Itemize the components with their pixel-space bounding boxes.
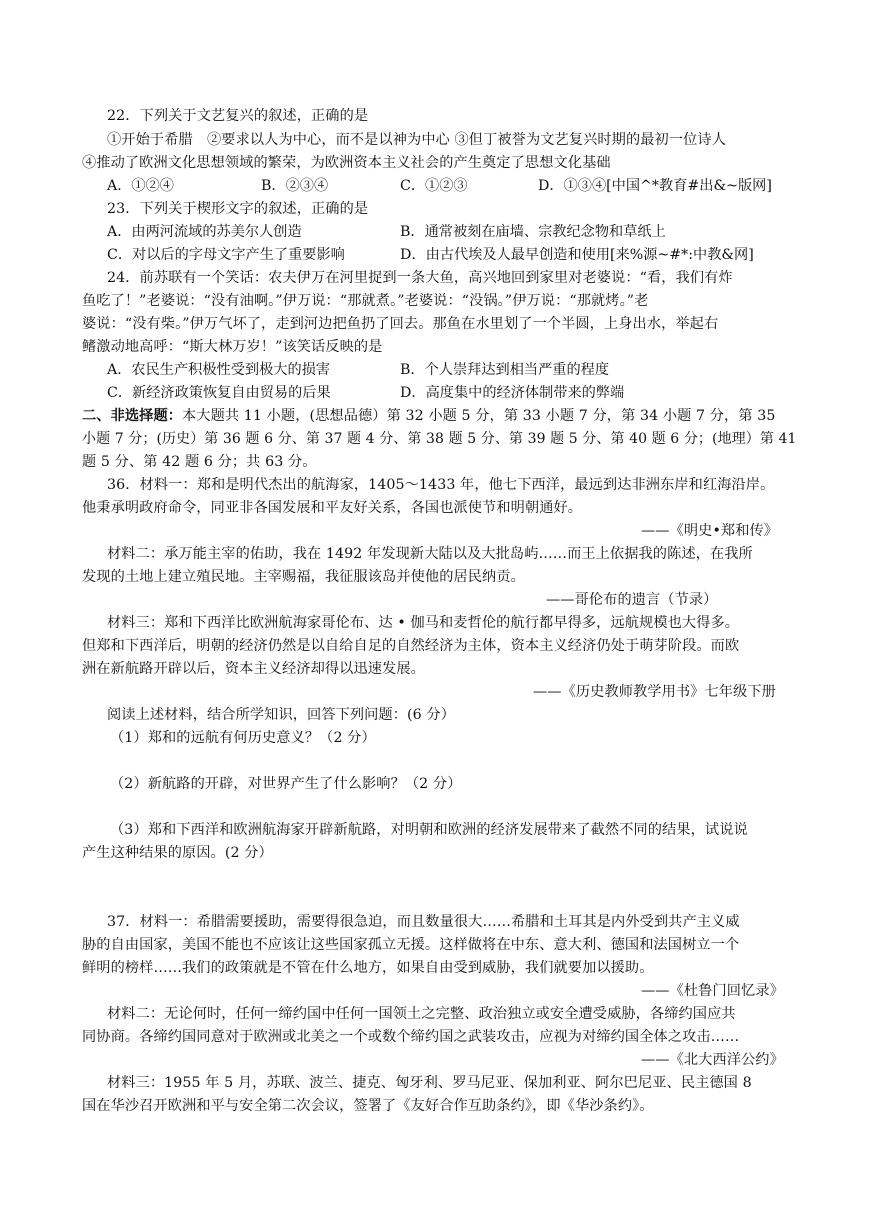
q37-material1-line: 37．材料一：希腊需要援助，需要得很急迫，而且数量很大……希腊和土耳其是内外受到共产主义威 xyxy=(107,914,740,930)
q23-option-c: C．对以后的字母文字产生了重要影响 xyxy=(107,247,345,263)
q37-material1-line: 鲜明的榜样……我们的政策就是不管在什么地方，如果自由受到威胁，我们就要加以援助。 xyxy=(82,960,654,976)
q36-material3-source: ——《历史教师教学用书》七年级下册 xyxy=(533,684,776,700)
q24-option-a: A．农民生产积极性受到极大的损害 xyxy=(107,362,331,378)
q36-material2-source: ——哥伦布的遗言（节录） xyxy=(546,592,718,608)
q22-stem: 22．下列关于文艺复兴的叙述，正确的是 xyxy=(107,108,369,124)
q36-material1-line: 他秉承明政府命令，同亚非各国发展和平友好关系，各国也派使节和明朝通好。 xyxy=(82,500,583,516)
q37-material2-line: 材料二：无论何时，任何一缔约国中任何一国领土之完整、政治独立或安全遭受威胁，各缔约国应共 xyxy=(107,1006,736,1022)
q37-material3-line: 材料三：1955 年 5 月，苏联、波兰、捷克、匈牙利、罗马尼亚、保加利亚、阿尔巴尼亚、民主德国 8 xyxy=(107,1075,752,1091)
q36-material3-line: 材料三：郑和下西洋比欧洲航海家哥伦布、达 • 伽马和麦哲伦的航行都早得多，远航规模也大得多。 xyxy=(107,615,740,631)
q22-option-c: C．①②③ xyxy=(400,178,468,194)
q22-statement-line: ①开始于希腊 ②要求以人为中心，而不是以神为中心 ③但丁被誉为文艺复兴时期的最初一位诗人 xyxy=(107,132,726,148)
q36-material2-line: 材料二：承万能主宰的佑助，我在 1492 年发现新大陆以及大批岛屿……而王上依据我的陈述，在我所 xyxy=(107,546,753,562)
q24-stem-line: 婆说：“没有柴。”伊万气坏了，走到河边把鱼扔了回去。那鱼在水里划了一个半圆，上身出水，举起右 xyxy=(82,316,719,332)
q22-statement-line: ④推动了欧洲文化思想领域的繁荣，为欧洲资本主义社会的产生奠定了思想文化基础 xyxy=(82,155,611,171)
q36-material3-line: 但郑和下西洋后，明朝的经济仍然是以自给自足的自然经济为主体，资本主义经济仍处于萌芽阶段。而欧 xyxy=(82,638,740,654)
q36-material2-line: 发现的土地上建立殖民地。主宰赐福，我征服该岛并使他的居民纳贡。 xyxy=(82,569,525,585)
q36-prompt: 阅读上述材料，结合所学知识，回答下列问题：(6 分） xyxy=(107,707,455,723)
q36-subquestion-3-cont: 产生这种结果的原因。(2 分） xyxy=(82,845,273,861)
q24-stem-line: 24．前苏联有一个笑话：农夫伊万在河里捉到一条大鱼，高兴地回到家里对老婆说：“看，我们有炸 xyxy=(107,270,733,286)
q23-option-d: D．由古代埃及人最早创造和使用[来%源~#*:中教&网] xyxy=(400,247,754,263)
q24-option-c: C．新经济政策恢复自由贸易的后果 xyxy=(107,385,331,401)
q24-option-d: D．高度集中的经济体制带来的弊端 xyxy=(400,385,625,401)
section2-text: 本大题共 11 小题，(思想品德）第 32 小题 5 分，第 33 小题 7 分，第 34 小题 7 分，第 35 xyxy=(182,408,776,424)
q22-option-d: D．①③④[中国^*教育#出&~版网] xyxy=(538,178,772,194)
q37-material3-line: 国在华沙召开欧洲和平与安全第二次会议，签署了《友好合作互助条约》，即《华沙条约》。 xyxy=(82,1098,654,1114)
q22-option-a: A．①②④ xyxy=(107,178,174,194)
section2-text-line: 小题 7 分；(历史）第 36 题 6 分、第 37 题 4 分、第 38 题 5 分、第 39 题 5 分、第 40 题 6 分；(地理）第 41 xyxy=(82,431,797,447)
q37-material1-source: ——《杜鲁门回忆录》 xyxy=(641,983,784,999)
q23-option-a: A．由两河流域的苏美尔人创造 xyxy=(107,224,302,240)
section2-heading: 二、非选择题： xyxy=(82,408,183,424)
q37-material1-line: 胁的自由国家，美国不能也不应该让这些国家孤立无援。这样做将在中东、意大利、德国和法国树立一个 xyxy=(82,937,740,953)
q36-subquestion-3: （3）郑和下西洋和欧洲航海家开辟新航路，对明朝和欧洲的经济发展带来了截然不同的结果，试说说 xyxy=(110,822,748,838)
q23-stem: 23．下列关于楔形文字的叙述，正确的是 xyxy=(107,201,369,217)
q36-material3-line: 洲在新航路开辟以后，资本主义经济却得以迅速发展。 xyxy=(82,661,425,677)
section2-text-line: 题 5 分、第 42 题 6 分；共 63 分。 xyxy=(82,454,317,470)
q24-option-b: B．个人崇拜达到相当严重的程度 xyxy=(400,362,610,378)
q36-material1-source: ——《明史•郑和传》 xyxy=(641,523,779,539)
q36-subquestion-1: （1）郑和的远航有何历史意义？（2 分） xyxy=(110,730,376,746)
q37-material2-line: 同协商。各缔约国同意对于欧洲或北美之一个或数个缔约国之武装攻击，应视为对缔约国全体之攻击…… xyxy=(82,1029,740,1045)
section2-intro xyxy=(82,406,776,426)
q36-material1-line: 36．材料一：郑和是明代杰出的航海家，1405～1433 年，他七下西洋，最远到达非洲东岸和红海沿岸。 xyxy=(107,477,775,493)
q22-option-b: B．②③④ xyxy=(261,178,329,194)
q24-stem-line: 鱼吃了！”老婆说：“没有油啊。”伊万说：“那就煮。”老婆说：“没锅。”伊万说：“那就烤。”老 xyxy=(82,293,649,309)
q37-material2-source: ——《北大西洋公约》 xyxy=(641,1052,784,1068)
q36-subquestion-2: （2）新航路的开辟，对世界产生了什么影响？（2 分） xyxy=(110,776,462,792)
q23-option-b: B．通常被刻在庙墙、宗教纪念物和草纸上 xyxy=(400,224,666,240)
q24-stem-line: 鳍激动地高呼：“斯大林万岁！”该笑话反映的是 xyxy=(82,339,383,355)
